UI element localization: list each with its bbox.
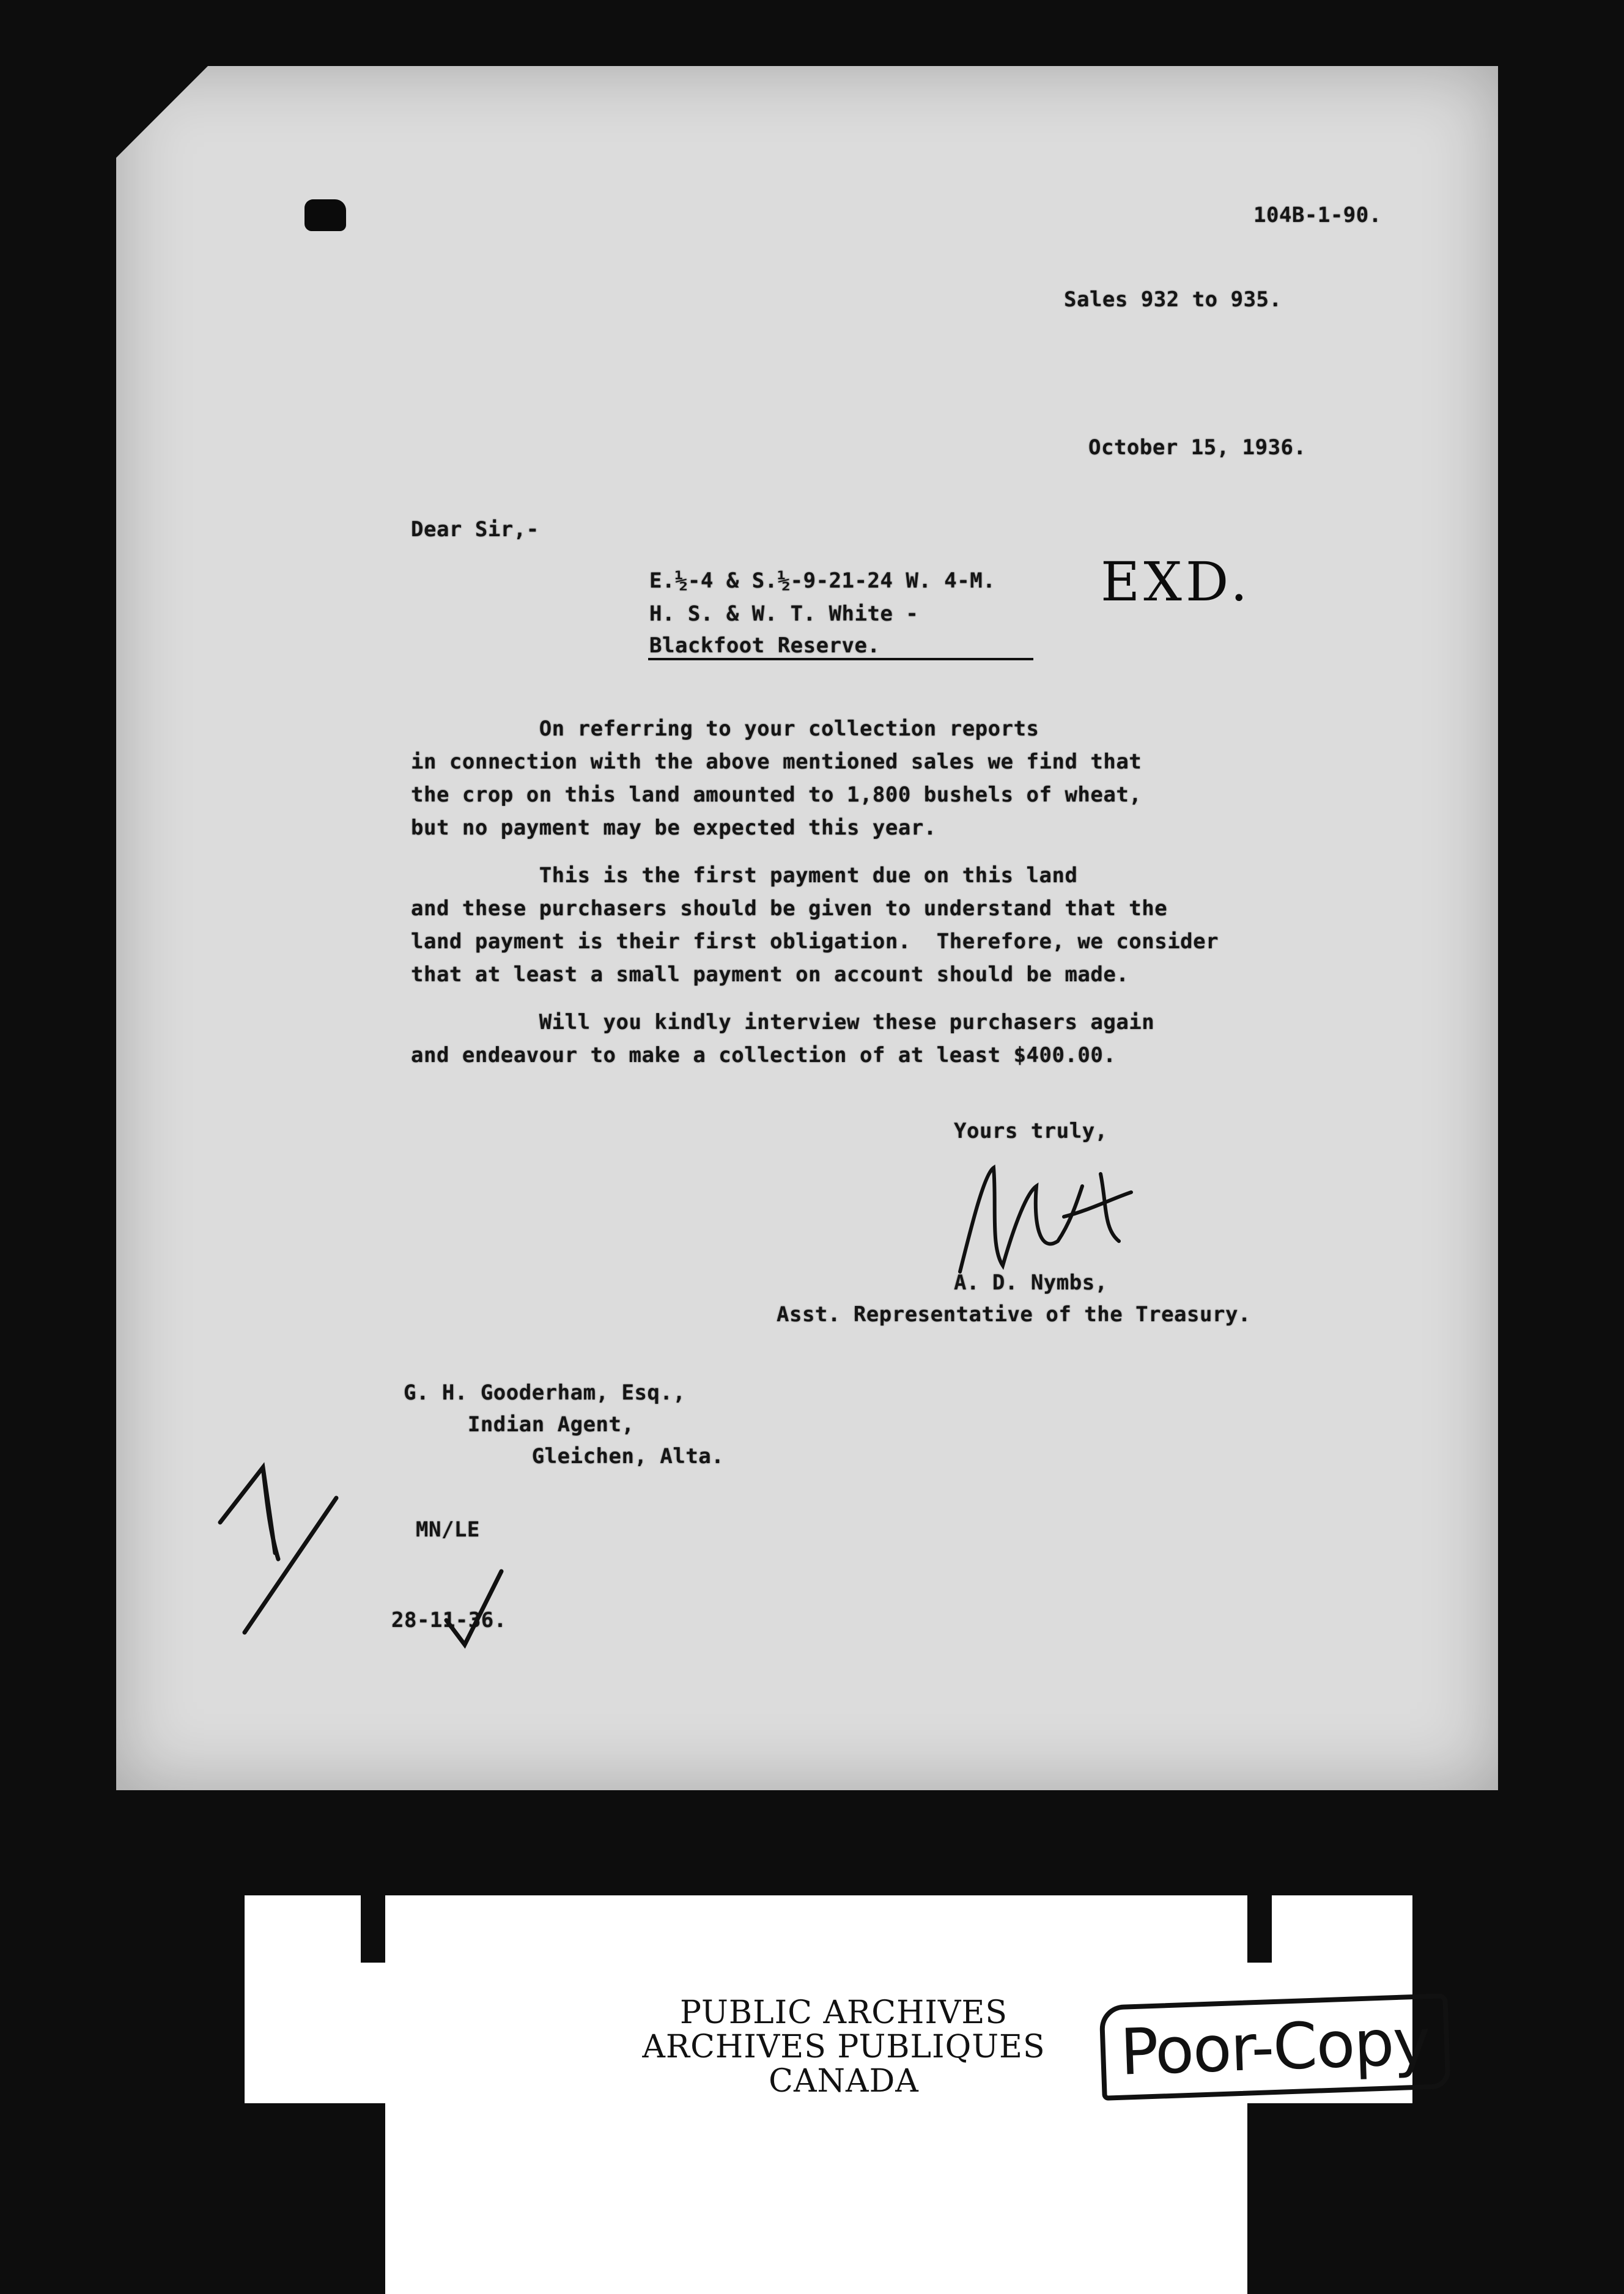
sales-reference: Sales 932 to 935. <box>1064 287 1282 312</box>
subject-line: H. S. & W. T. White - <box>649 602 919 626</box>
address-line: Gleichen, Alta. <box>404 1444 725 1469</box>
letter-date: October 15, 1936. <box>1088 435 1307 460</box>
body-line: On referring to your collection reports <box>411 717 1039 741</box>
archive-label-lower <box>385 2103 1247 2294</box>
subject-line: Blackfoot Reserve. <box>649 633 880 658</box>
closing: Yours truly, <box>954 1119 1108 1143</box>
handwritten-arrow-mark <box>208 1455 349 1639</box>
salutation: Dear Sir,- <box>411 517 539 542</box>
label-clip-right <box>1247 1895 1272 1963</box>
body-line: and endeavour to make a collection of at least $400.00. <box>411 1043 1116 1068</box>
archives-line-3: CANADA <box>769 2063 919 2100</box>
subject-underline <box>648 658 1033 660</box>
body-line: but no payment may be expected this year. <box>411 816 937 840</box>
dog-ear-corner <box>116 66 208 158</box>
typist-initials: MN/LE <box>416 1518 480 1542</box>
exd-stamp: EXD. <box>1101 550 1252 613</box>
poor-copy-note: Poor-Copy <box>1099 1993 1450 2101</box>
signer-title: Asst. Representative of the Treasury. <box>777 1302 1251 1327</box>
punch-hole-mark <box>304 199 346 231</box>
archives-line-1: PUBLIC ARCHIVES <box>679 1994 1008 2031</box>
check-mark <box>440 1565 508 1651</box>
file-reference: 104B-1-90. <box>1253 203 1382 227</box>
filed-date-note: 28-11-36. <box>391 1608 507 1632</box>
body-line: This is the first payment due on this land <box>411 863 1078 888</box>
body-line: in connection with the above mentioned sales we find that <box>411 750 1142 774</box>
archives-line-2: ARCHIVES PUBLIQUES <box>642 2029 1046 2065</box>
body-line: land payment is their first obligation. Therefore, we consider <box>411 929 1219 954</box>
signer-name: A. D. Nymbs, <box>954 1271 1108 1295</box>
address-line: Indian Agent, <box>404 1412 635 1437</box>
body-line: that at least a small payment on account should be made. <box>411 962 1129 987</box>
address-line: G. H. Gooderham, Esq., <box>404 1381 686 1405</box>
label-clip-left <box>361 1895 385 1963</box>
subject-line: E.½-4 & S.½-9-21-24 W. 4-M. <box>649 569 996 593</box>
body-line: and these purchasers should be given to understand that the <box>411 896 1168 921</box>
body-line: Will you kindly interview these purchasers again <box>411 1010 1155 1035</box>
body-line: the crop on this land amounted to 1,800 bushels of wheat, <box>411 783 1142 807</box>
